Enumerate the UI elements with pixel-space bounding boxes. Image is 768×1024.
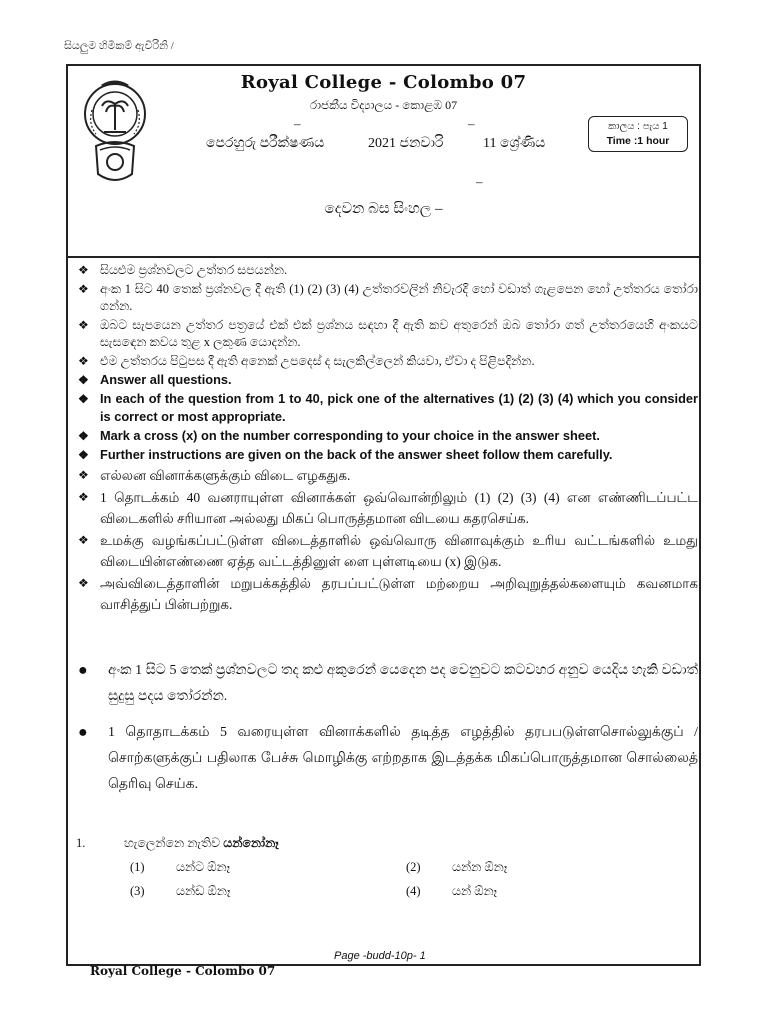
exam-name: පෙරහුරු පරීක්ෂණය <box>206 136 325 151</box>
exam-paper-frame <box>66 64 701 966</box>
diamond-bullet-icon: ❖ <box>78 317 89 332</box>
diamond-bullet-icon: ❖ <box>78 263 89 277</box>
bullet-text: අංක 1 සිට 5 තෙක් ප්‍රශ්නවලට තද කළු අකුරෙන් යෙදෙන පද වෙනුවට කටවහර අනුව යෙදිය හැකි වඩාත් සුදුසු පදය තෝරන්න. <box>108 663 698 704</box>
instruction-item <box>78 573 698 615</box>
instruction-item <box>78 427 698 445</box>
instruction-item <box>78 390 698 426</box>
instruction-text: Further instructions are given on the back of the answer sheet follow them carefully. <box>100 447 613 462</box>
instruction-text: Answer all questions. <box>100 372 232 387</box>
instruction-item <box>78 446 698 464</box>
school-name-sinhala: රාජකීය විද්‍යාලය - කොළඹ 07 <box>309 98 458 112</box>
copyright-note: සියලුම හිමිකම් ඇවිරිනි / <box>64 40 174 52</box>
question-number: 1. <box>76 836 86 850</box>
instruction-text: සියළුම ප්‍රශ්නවලට උත්තර සපයන්න. <box>100 263 288 277</box>
bullet-item <box>78 658 698 710</box>
instruction-item <box>78 317 698 352</box>
instruction-item <box>78 465 698 486</box>
diamond-bullet-icon: ❖ <box>78 576 89 590</box>
diamond-bullet-icon: ❖ <box>78 429 89 443</box>
instruction-item <box>78 371 698 389</box>
school-name-heading: Royal College - Colombo 07 <box>240 72 527 93</box>
blank-dash: – <box>468 116 475 131</box>
question-stem-text: හැලෙන්නෙ නැතිව <box>124 836 221 850</box>
instruction-text: Mark a cross (x) on the number corresponding to your choice in the answer sheet. <box>100 428 600 443</box>
question-bold-word: යන්නෝනෑ <box>223 836 279 850</box>
diamond-bullet-icon: ❖ <box>78 373 89 387</box>
instruction-text: අංක 1 සිට 40 තෙක් ප්‍රශ්නවල දී ඇති (1) (2) (3) (4) උත්තරවලින් නිවැරදි හෝ වඩාත් ගැළපෙන හෝ උත්තරය තෝරා ගන්න. <box>100 281 698 313</box>
instruction-text: ඔබට සැපයෙන උත්තර පත්‍රයේ එක් එක් ප්‍රශ්නය සඳහා දී ඇති කව අතුරෙන් ඔබ තෝරා ගත් උත්තරයෙහි අංකයට සැසඳෙන කවය තුළ x ලකුණ යොදන්න. <box>100 317 698 349</box>
bullet-dot-icon: ● <box>78 724 88 741</box>
section-bullets <box>78 658 698 808</box>
instruction-text: அவ்விடைத்தாளின் மறுபக்கத்தில் தரபப்பட்டுள்ள மற்றைய அறிவுறுத்தல்களையும் கவனமாக வாசித்துப் பின்பற்றுக. <box>100 576 698 612</box>
option-4[interactable]: (4) යන් ඕනෑ <box>406 884 498 898</box>
instruction-text: 1 தொடக்கம் 40 வனராயுள்ள வினாக்கள் ஒவ்வொன்றிலும் (1) (2) (3) (4) என எண்ணிடப்பட்ட விடைகளில் சரியான அல்லது மிகப் பொருத்தமான விடயை கதரசெய்க. <box>100 490 698 526</box>
instruction-item <box>78 530 698 572</box>
blank-dash: – <box>294 116 301 131</box>
diamond-bullet-icon: ❖ <box>78 353 89 368</box>
page-label: Page -budd-10p- 1 <box>334 950 426 962</box>
instruction-text: உமக்கு வழங்கப்பட்டுள்ள விடைத்தாளில் ஒவ்வொரு வினாவுக்கும் உரிய வட்டங்களில் உமது விடையின்எண்ணை ஏத்த வட்டத்தினுள் ளை புள்ளடியை (x) இடுக. <box>100 533 698 569</box>
diamond-bullet-icon: ❖ <box>78 392 89 406</box>
subject-title: දෙවන බස සිංහල – <box>324 201 443 217</box>
instruction-item <box>78 487 698 529</box>
duration-english: Time :1 hour <box>606 135 670 147</box>
diamond-bullet-icon: ❖ <box>78 468 89 482</box>
instruction-item <box>78 353 698 371</box>
blank-dash: – <box>476 174 483 189</box>
header-divider <box>68 256 699 258</box>
bullet-text: 1 தொதாடக்கம் 5 வரையுள்ள வினாக்களில் தடித்த எழத்தில் தரபபடுள்ளசொல்லுக்குப் /சொற்களுக்குப் பதிலாக பேச்சு மொழிக்கு எற்றதாக இடத்தக்க மிகப்பொருத்தமான சொல்லைத் தெரிவு செய்க. <box>108 725 698 792</box>
option-2[interactable]: (2) යන්න ඕනෑ <box>406 860 508 874</box>
question-stem <box>124 836 279 851</box>
bullet-item <box>78 720 698 798</box>
diamond-bullet-icon: ❖ <box>78 448 89 462</box>
duration-box <box>588 116 688 152</box>
instruction-text: In each of the question from 1 to 40, pick one of the alternatives (1) (2) (3) (4) which you consider is correct or most appropriate. <box>100 391 698 424</box>
option-3[interactable]: (3) යන්ඩ ඕනෑ <box>130 884 231 898</box>
instruction-text: එම උත්තරය පිටුපස දී ඇති අනෙක් උපදෙස් ද සැලකිල්ලෙන් කියවා, ඒවා ද පිළිපදින්න. <box>100 353 535 368</box>
exam-date: 2021 ජනවාරි <box>368 136 444 151</box>
instructions-list <box>78 262 698 616</box>
instruction-text: எல்லன வினாக்களுக்கும் விடை எழகதுக. <box>100 468 351 483</box>
footer-school-name: Royal College - Colombo 07 <box>90 964 276 978</box>
bullet-dot-icon: ● <box>78 662 88 679</box>
instruction-item <box>78 262 698 280</box>
diamond-bullet-icon: ❖ <box>78 490 89 504</box>
option-1[interactable]: (1) යන්ට ඕනෑ <box>130 860 231 874</box>
diamond-bullet-icon: ❖ <box>78 281 89 296</box>
instruction-item <box>78 281 698 316</box>
duration-sinhala: කාලය : පැය 1 <box>608 121 668 132</box>
exam-grade: 11 ශ්‍රේණිය <box>483 136 546 151</box>
diamond-bullet-icon: ❖ <box>78 533 89 547</box>
